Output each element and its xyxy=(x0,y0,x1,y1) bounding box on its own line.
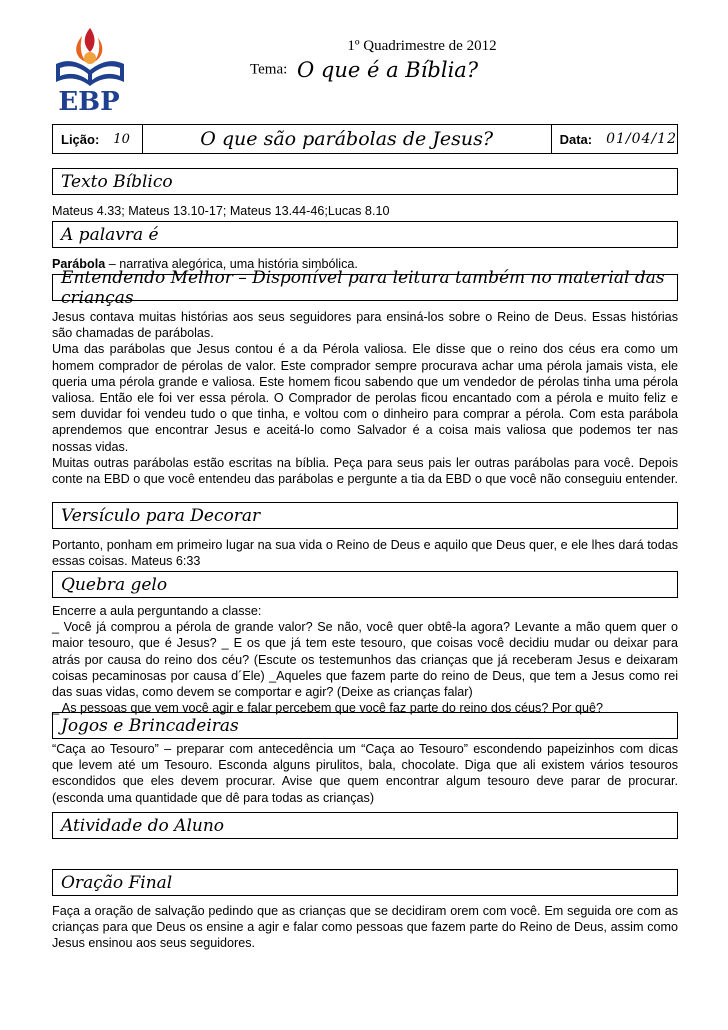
palavra-term: Parábola xyxy=(52,257,106,271)
tema-title: O que é a Bíblia? xyxy=(297,58,479,82)
quadrimestre: 1º Quadrimestre de 2012 xyxy=(347,38,497,54)
data-label: Data: xyxy=(559,131,593,147)
licao-label: Lição: xyxy=(61,131,100,147)
paragraph: Jesus contava muitas histórias aos seus seguidores para ensiná-los sobre o Reino de Deus. Essas histórias são chamadas de parábolas. xyxy=(52,310,678,341)
entendendo-body xyxy=(52,309,678,487)
paragraph: Uma das parábolas que Jesus contou é a da Pérola valiosa. Ele disse que o reino dos céus era como um homem comprador de pérolas de valor. Este comprador sempre procurava achar uma pérola jamais vista, ele queria uma pérola grande e valiosa. Este homem ficou sabendo que um vendedor de pérolas tinha uma pérola valiosa. Então ele foi ver essa pérola. O Comprador de perolas ficou encantado com a pérola e muito feliz e sem duvidar foi vendeu tudo o que tinha, e voltou com o dinheiro para comprar a pérola. Com esta parábola aprendemos que encontrar Jesus e aceitá-lo como Salvador é a coisa mais valiosa que podemos ter nas nossas vidas. xyxy=(52,342,678,454)
palavra-heading: A palavra é xyxy=(52,221,678,248)
lesson-bar xyxy=(52,124,678,154)
texto-biblico-body: Mateus 4.33; Mateus 13.10-17; Mateus 13.44-46;Lucas 8.10 xyxy=(52,204,390,218)
jogos-body: “Caça ao Tesouro” – preparar com antecedência um “Caça ao Tesouro” escondendo papeizinhos com dicas que levem até um Tesouro. Esconda alguns pirulitos, bala, chocolate. Diga que ali existem vários tesouros escondidos que eles devem procurar. Avise que quem encontrar algum tesouro deve parar de procurar. (esconda uma quantidade que dê para todas as crianças) xyxy=(52,742,678,805)
paragraph: Muitas outras parábolas estão escritas na bíblia. Peça para seus pais ler outras parábolas para você. Depois conte na EBD o que você entendeu das parábolas e pergunte a tia da EBD o que você não conseguiu entender. xyxy=(52,455,678,487)
data-cell xyxy=(552,125,677,153)
licao-number: 10 xyxy=(113,131,130,147)
atividade-heading: Atividade do Aluno xyxy=(52,812,678,839)
texto-biblico-heading: Texto Bíblico xyxy=(52,168,678,195)
paragraph: Encerre a aula perguntando a classe: xyxy=(52,604,262,618)
data-value: 01/04/12 xyxy=(606,131,677,147)
palavra-definition: – narrativa alegórica, uma história simbólica. xyxy=(105,257,358,271)
jogos-heading: Jogos e Brincadeiras xyxy=(52,712,678,739)
versiculo-heading: Versículo para Decorar xyxy=(52,502,678,529)
lesson-title: O que são parábolas de Jesus? xyxy=(143,125,552,153)
tema-line xyxy=(250,58,478,82)
oracao-body: Faça a oração de salvação pedindo que as crianças que se decidiram orem com você. Em seguida ore com as crianças para que Deus os ensine a agir e falar como pessoas que fazem parte do Reino de Deus, assim como Jesus ensinou aos seus seguidores. xyxy=(52,904,678,951)
versiculo-body: Portanto, ponham em primeiro lugar na sua vida o Reino de Deus e aquilo que Deus quer, e ele lhes dará todas essas coisas. Mateus 6:33 xyxy=(52,538,678,569)
oracao-heading: Oração Final xyxy=(52,869,678,896)
quebra-gelo-body xyxy=(52,603,678,716)
entendendo-heading: Entendendo Melhor – Disponível para leitura também no material das crianças xyxy=(52,274,678,301)
tema-label: Tema: xyxy=(250,61,288,78)
quebra-gelo-heading: Quebra gelo xyxy=(52,571,678,598)
paragraph: _ Você já comprou a pérola de grande valor? Se não, você quer obtê-la agora? Levante a mão quem quer o maior tesouro, que é Jesus? _ E os que já tem este tesouro, que coisas você decidiu mudar ou deixar para atrás por causa do reino dos céu? (Escute os testemunhos das crianças que já receberam Jesus e deixaram coisas pecaminosas por causa d´Ele) _Aqueles que fazem parte do reino de Deus, que tem a Jesus como rei das suas vidas, como devem se comportar e agir? (Deixe as crianças falar) xyxy=(52,620,678,700)
logo-text: EBP xyxy=(58,87,120,116)
paragraph: _ As pessoas que vem você agir e falar percebem que você faz parte do reino dos céus? Por quê? xyxy=(52,701,603,716)
licao-cell xyxy=(53,125,143,153)
